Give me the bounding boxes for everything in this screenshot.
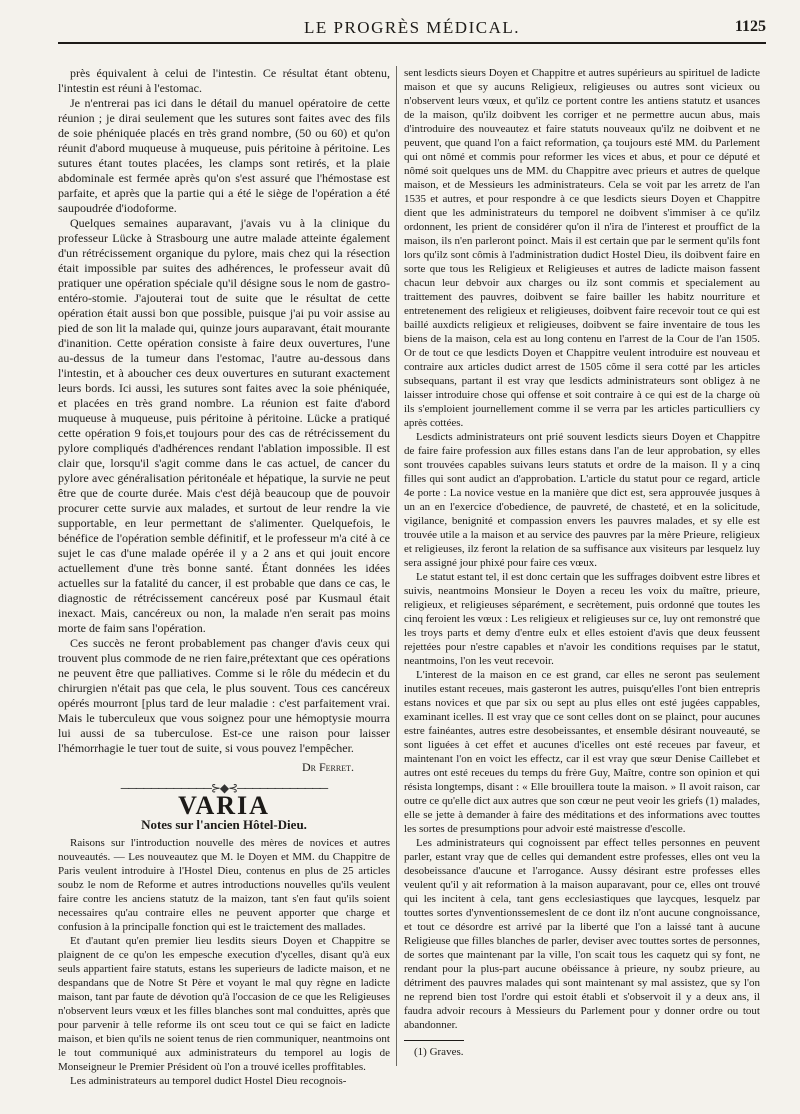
left-paragraph-2: Je n'entrerai pas ici dans le détail du manuel opératoire de cette réunion ; je dirai seulement que les sutures sont faites avec des fils de soie phéniquée placés en très grand nombre, (50 ou 60) et qu'on réunit d'abord muqueuse à muqueuse, puis péritoine à péritoine. Les sutures étant toutes placées, les clamps sont retirés, et la plaie abdominale est fermée après qu'on s'est assuré que l'hémostase est parfaite, et après que la partie qui a été le siège de l'opération a été saupoudrée d'iodoforme.: [58, 96, 390, 215]
right-paragraph-3: Le statut estant tel, il est donc certain que les suffrages doibvent estre libres et suivis, neantmoins Monsieur le Doyen a receu les voix du maître, prieure, religieux, et religieuses séparément, e secrètement, puis ordonné que toutes les cinq feroient les vœux : Les religieux et religieuses sur ce, luy ont remonstré que les troys parts et demy d'entre eulx et elles estoient d'avis que deux feussent rejettées pour n'estre capables et n'avoir les conditions requises par le statut, neantmoins, l'on les veut recevoir.: [404, 571, 760, 667]
left-paragraph-5: Raisons sur l'introduction nouvelle des mères de novices et autres nouveautés. — Les nouveautez que M. le Doyen et MM. du Chappitre de Paris veulent introduire à l'Hostel Dieu, contenus en plus de 25 articles soubz le nom de Reforme et autres introductions nouvelles qu'ils veulent faire contre les anciens statutz de la maizon, tant s'en faut qu'ils soient necessaires qu'au contraire elles ne peuvent apporter que charge et confusion à la principalle fonction qui est le traictement des mallades.: [58, 837, 390, 933]
section-title: VARIA: [178, 791, 270, 820]
footnote-rule: [404, 1040, 464, 1041]
left-paragraph-1: près équivalent à celui de l'intestin. Ce résultat étant obtenu, l'intestin est réuni à l'estomac.: [58, 66, 390, 95]
left-paragraph-3: Quelques semaines auparavant, j'avais vu à la clinique du professeur Lücke à Strasbourg une autre malade atteinte également d'un rétrécissement organique du pylore, mais chez qui la résection était impossible par suites des adhérences, le professeur avait dû pratiquer une opération spéciale qu'il désigne sous le nom de gastro-entéro-stomie. J'ajouterai tout de suite que le résultat de cette opération était aussi bon que possible, puisque j'ai pu voir assise au pied de son lit la malade qui, quinze jours auparavant, était mourante d'inanition. Cette opération consiste à faire deux ouvertures, l'une au-dessus de la tumeur dans l'estomac, l'autre au-dessous dans l'intestin, et à aboucher ces deux ouvertures en suturant exactement leurs bords. Ici aussi, les sutures sont faites avec la soie phéniquée, et placées en très grand nombre. La réunion est faite d'abord muqueuse à muqueuse, puis péritoine à péritoine. Lücke a pratiqué cette opération 9 fois,et toujours pour des cas de rétrécissement du pylore compliqués d'adhérences rendant l'ablation impossible. Il est clair que, lorsqu'il s'agit comme dans le cas actuel, de cancer du pylore avec généralisation péritonéale et hépatique, la survie ne peut être que de courte durée. Mais c'est déjà beaucoup que de pouvoir procurer cette survie aux malades, et surtout de leur rendre la vie supportable, en leur permettant de s'alimenter. Quelquefois, le bénéfice de l'opération semble définitif, et le professeur m'a cité à ce sujet le cas d'une malade opérée il y a 2 ans et qui jouit encore actuellement d'une très bonne santé. Étant données les idées actuelles sur la fatalité du cancer, il est probable que dans ce cas, le diagnostic de rétrécissement cancéreux posé par Kusmaul était inexact. Mais, cancéreux ou non, la malade n'en serait pas moins morte de faim sans l'opération.: [58, 216, 390, 635]
right-paragraph-4: L'interest de la maison en ce est grand, car elles ne seront pas seulement inutiles estant receues, mais gasteront les autres, puisqu'elles l'ont bien entrepris estans novices et que par six ou sept au plus elles ont esté jugées cappables, examinant icelles. Il est vray que ce sont celles dont on se plainct, pour aucunes estre fainéantes, autres estre desobeissantes, et ensemble désirant nouveauté, se sont liguées à cet effet et aucunes d'icelles ont esté receues par faveur, et maintenant l'on en voict les effectz, car il est vray que sœur Denise Caillebet et autres ont esté receues du temps du frère Guy, Maître, contre son opinion et qui résista longtemps, disant : « Elle brouillera toute la maison. » Il avoit raison, car outre ce qu'elle dict aux autres que son cœur ne peut veoir les griefs (1) malades, elle se jette à demander à faire des méditations et des informations avec touttes les sortes de presumptions pour advoir esté maistresse d'escolle.: [404, 669, 760, 835]
header-rule: [58, 42, 766, 44]
running-title: LE PROGRÈS MÉDICAL.: [304, 18, 520, 37]
right-paragraph-2: Lesdicts administrateurs ont prié souvent lesdicts sieurs Doyen et Chappitre de faire faire profession aux filles estans dans l'an de leur approbation, sy elles sont trouvées capables suivans leurs statuts et ordre de la maison. Il y a cinq filles qui sont audict an d'approbation. L'article du statut pour ce regard, article 4e porte : La novice vestue en la manière que dict est, sera approuvée jusques à un an en l'exercice d'obedience, de pauvreté, de chasteté, et en la solicitude, vigilance, benignité et compassion envers les pauvres malades, et sy elle est trouvée utile a la maison et au service des pauvres par la mère Prieure, religieux et religieuses, ilz feront la relation de sa suffisance aux visiteurs par lesquelz luy sera assigné jour phixé pour faire ces vœux.: [404, 431, 760, 569]
left-paragraph-7: Les administrateurs au temporel dudict Hostel Dieu recognois-: [70, 1075, 347, 1087]
ornament-divider: ────────────⊱◆⊰────────────: [120, 781, 328, 795]
article-title: Notes sur l'ancien Hôtel-Dieu.: [141, 817, 307, 832]
author-signature: Dr Ferret.: [301, 760, 354, 774]
column-divider: [396, 66, 397, 1066]
left-paragraph-6: Et d'autant qu'en premier lieu lesdits sieurs Doyen et Chappitre se plaignent de ce qu'on les empesche execution d'ycelles, disant qu'à eux seuls appartient faire statuts, estans les superieurs de ladicte maison, et ne despandans que de Notre St Père et voyant le mal quy règne en ladicte maison, tant par faute de dévotion qu'à l'occasion de ce que les Religieuses n'observent leurs vœux et les filles blanches sont mal conduittes, après que pour parvenir à telle reforme ils ont sceu tout ce qui se faict en ladicte maison, et bien qu'ils ne soient tenus de rien communiquer, neantmoins ont le tout communiqué aux administrateurs du temporel au logis de Monseigneur le Premier Président où l'on a trouvé icelles proffitables.: [58, 935, 390, 1073]
left-paragraph-4: Ces succès ne feront probablement pas changer d'avis ceux qui trouvent plus commode de ne rien faire,prétextant que ces opérations ne peuvent être que palliatives. Comme si le rôle du médecin et du chirurgien n'était pas que cela, le plus souvent. Tous ces cancéreux opérés mourront [plus tard de leur maladie : c'est parfaitement vrai. Mais le tuberculeux que vous soignez pour une hémoptysie mourra lui aussi de sa tuberculose. Est-ce une raison pour laisser l'hémorrhagie le tuer tout de suite, si vous pouvez l'empêcher.: [58, 636, 390, 755]
right-paragraph-5: Les administrateurs qui cognoissent par effect telles personnes en peuvent parler, estant vray que de celles qui demandent estre professes, elles ont veu la desobeissance d'aucune et l'arrogance. Aussy désirant estre professes elles veulent qu'il y ait reformation à la maison auparavant, pour ce, elles ont trouvé qui les incitent à cela, tant gens ecclesiastiques que laycques, lesquelz par touttes sortes d'ynventionssemeslent de ce dont ilz n'ont aucune congnoissance, et tout ce désordre est arrivé par la liberté que l'on a laissé tant à aucune Religieuse que filles blanches de parler, deviser avec touttes sortes de personnes, de sortes que maintenant par la ville, l'on scait tous les caquetz qui sy font, ne rendant pour la plus-part aucune obéissance à prieure, ny soubz prieure, au détriment des pauvres malades qui sont maintenant sy mal assistez, que sy l'on ne reprend bien tost l'ordre qui estoit établi et s'observoit il y a deux ans, il faudra advoir recours à Messieurs du Parlement pour y donner ordre ou tout abandonner.: [404, 837, 760, 1031]
footnote: (1) Graves.: [414, 1046, 464, 1058]
right-paragraph-1: sent lesdicts sieurs Doyen et Chappitre et autres supérieurs au spirituel de ladicte maison et que sy aucuns Religieux, religieuses ou autres sont vicieux ou n'observent leurs vœux, et qu'ilz ce portent contre les antiens statutz et usances de la maison, qu'ilz doibvent les corriger et ne permettre aucun abus, mais d'introduire des nouveautez et faire statuts nouveaux qu'ilz ne doibvent et ne peuvent, que quand l'on a faict reformation, ça toujours esté MM. du Parlement qui ont nômé et commis pour reformer les vices et abus, et pour ce député et nômé soit quelques uns de MM. du Chappitre avec prieurs et autres de quelque maison, et de Messieurs les administrateurs. Cela se voit par les arretz de l'an 1535 et autres, et pour respondre à ce que lesdicts sieurs Doyen et Chappitre dient que les administrateurs du temporel ne doibvent s'immiser à ce qu'ilz ordonnent, les prient de considérer qu'on il n'ira de l'interest et prouffict de la maison, ils n'en parleront poinct. Mais il est certain que par le serment qu'ils font lors qu'ilz sont cômis à l'administration dudict Hostel Dieu, ils doibvent faire en sorte que tous les Religieux et Religieuses et autres de ladicte maison fassent chacun leur debvoir aux charges ou ilz sont commis et specialement au traittement des pauvres, doibvent se faire bailler les habitz nourriture et entretenement des religieux et religieuses, doibvent faire recevoir tout ce qui est baillé auxdicts religieux et religieuses, doibvent se faire inventaire de tous les biens de la maison, cela est au long contenu en l'arrest de la Cour de l'an 1505. Or de tout ce que lesdicts Doyen et Chappitre veulent introduire est nouveau et contraire aux articles dudict arrest de 1505 cõme il sera cotté par les articles subsequans, partant il est vray que lesdicts administrateurs sont obligez à ne laisser introduire chose qui offense et soit contraire à ce qui est de la charge où ils s'emploient journellement comme il se verra par les articles particulliers cy après cottées.: [404, 67, 760, 429]
running-header: [58, 18, 766, 58]
page-number: 1125: [734, 18, 766, 35]
left-column: [58, 66, 390, 1088]
right-column: [404, 66, 760, 1059]
